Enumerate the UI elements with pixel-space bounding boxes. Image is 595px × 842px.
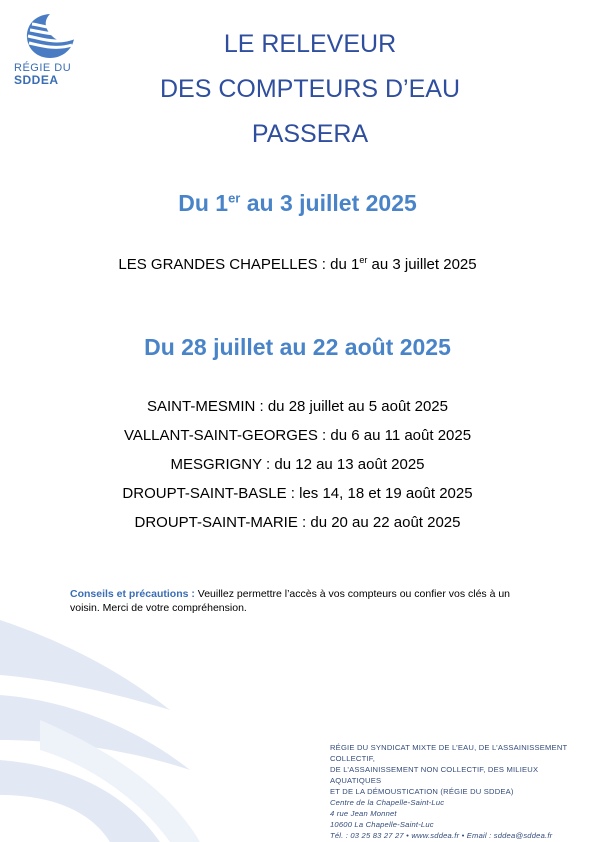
period1-item-pre: LES GRANDES CHAPELLES : du 1	[118, 256, 360, 273]
footer-line7: Tél. : 03 25 83 27 27 • www.sddea.fr • Email : sddea@sddea.fr	[330, 831, 553, 840]
period2-item-droupt-saint-marie: DROUPT-SAINT-MARIE : du 20 au 22 août 2025	[134, 514, 461, 531]
logo	[14, 12, 86, 86]
period2-item-saint-mesmin: SAINT-MESMIN : du 28 juillet au 5 août 2025	[147, 398, 448, 415]
title-line1: LE RELEVEUR	[223, 30, 397, 58]
period2-item-mesgrigny: MESGRIGNY : du 12 au 13 août 2025	[170, 456, 425, 473]
period1-heading-post: au 3 juillet 2025	[240, 190, 417, 216]
period1-item	[0, 256, 595, 274]
page-title	[110, 22, 510, 157]
wave-decoration-icon	[0, 600, 330, 842]
period2-heading: Du 28 juillet au 22 août 2025	[144, 334, 451, 360]
logo-line1: RÉGIE DU	[14, 62, 72, 74]
footer-line6: 10600 La Chapelle-Saint-Luc	[330, 820, 434, 829]
footer-line1: RÉGIE DU SYNDICAT MIXTE DE L’EAU, DE L’ASSAINISSEMENT COLLECTIF,	[330, 743, 568, 763]
period2-item-droupt-saint-basle: DROUPT-SAINT-BASLE : les 14, 18 et 19 août 2025	[122, 485, 473, 502]
advice-lead: Conseils et précautions :	[70, 588, 195, 600]
footer-line4: Centre de la Chapelle-Saint-Luc	[330, 798, 445, 807]
period1-item-post: au 3 juillet 2025	[367, 256, 477, 273]
advice-text: Veuillez permettre l’accès à vos compteurs ou confier vos clés à un voisin. Merci de votre compréhension.	[70, 588, 511, 614]
period1-heading	[0, 190, 595, 217]
advice-paragraph	[70, 587, 540, 615]
title-line3: PASSERA	[251, 120, 369, 148]
sddea-wave-logo-icon	[22, 12, 78, 60]
logo-line2: SDDEA	[14, 73, 59, 87]
period2-item-vallant-saint-georges: VALLANT-SAINT-GEORGES : du 6 au 11 août 2025	[123, 427, 472, 444]
footer-line2: DE L’ASSAINISSEMENT NON COLLECTIF, DES MILIEUX AQUATIQUES	[330, 765, 539, 785]
title-line2: DES COMPTEURS D’EAU	[159, 75, 461, 103]
period1-heading-pre: Du 1	[178, 190, 229, 216]
period1-item-sup: er	[359, 255, 368, 265]
period1-heading-sup: er	[228, 190, 241, 206]
footer-line3: ET DE LA DÉMOUSTICATION (RÉGIE DU SDDEA)	[330, 787, 514, 796]
footer-line5: 4 rue Jean Monnet	[330, 809, 397, 818]
logo-text	[14, 62, 86, 86]
footer-address	[330, 742, 590, 841]
